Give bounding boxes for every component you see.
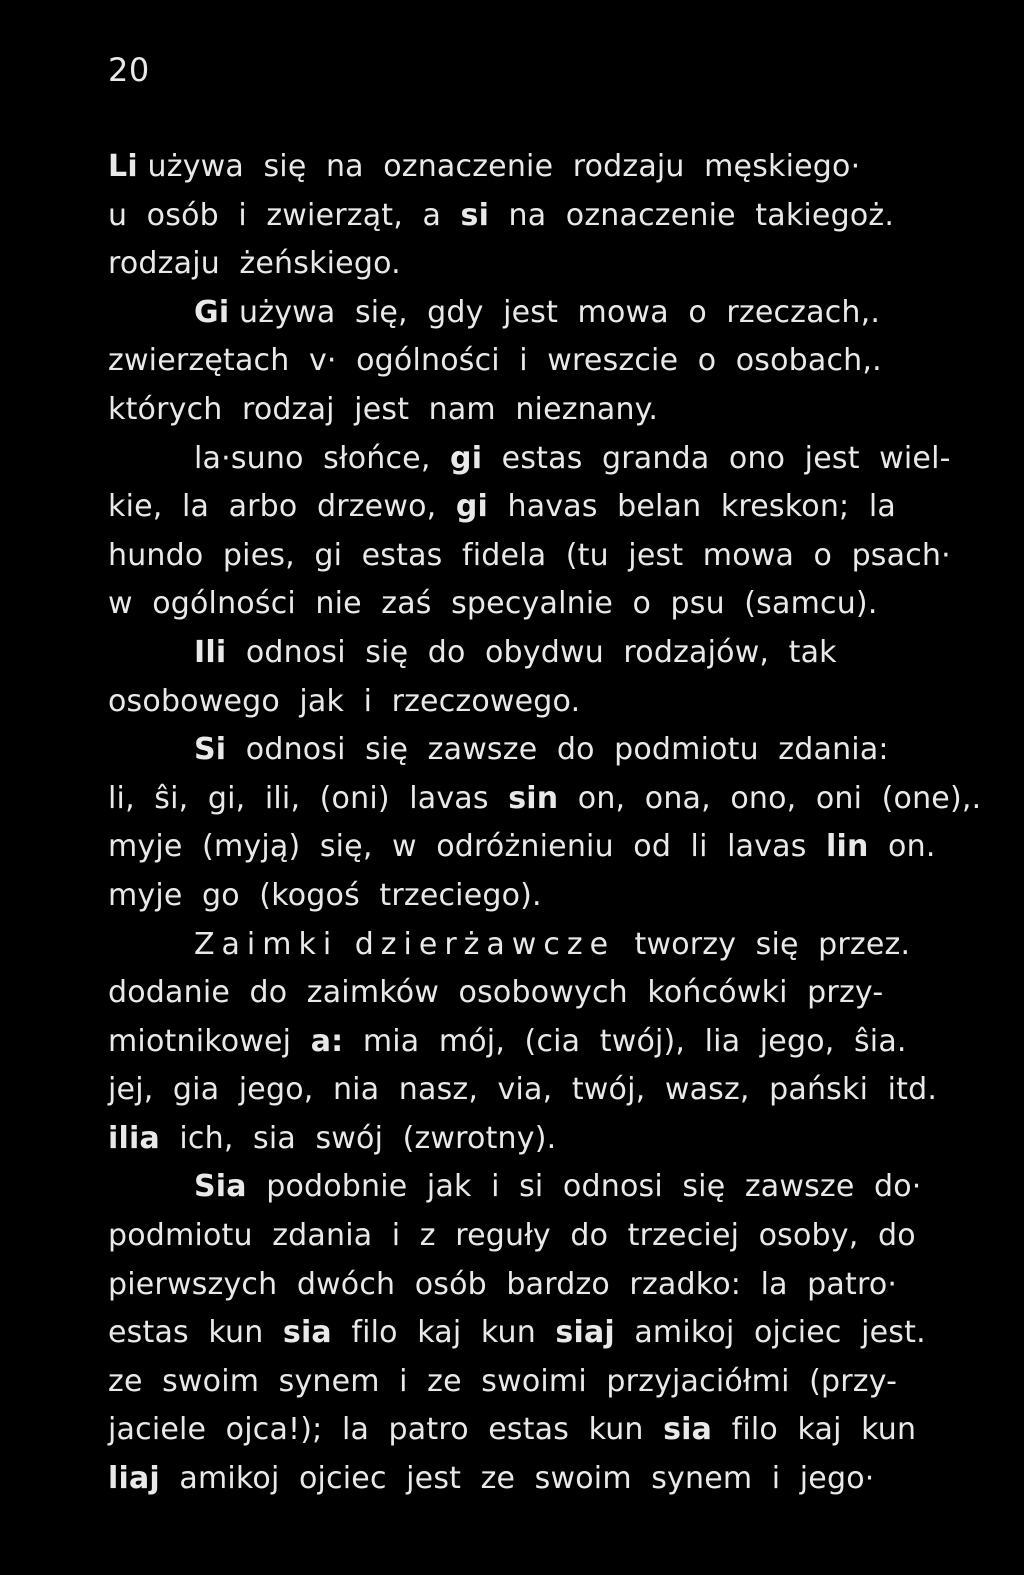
text-segment: tworzy się przez.	[615, 926, 911, 962]
text-segment: myje go (kogoś trzeciego).	[108, 877, 542, 913]
text-segment: podmiotu zdania i z reguły do trzeciej osoby, do	[108, 1218, 916, 1254]
text-segment: których rodzaj jest nam nieznany.	[108, 391, 659, 427]
text-line	[108, 192, 968, 241]
text-segment: pierwszych dwóch osób bardzo rzadko: la patro·	[108, 1266, 898, 1302]
text-line	[108, 435, 968, 484]
bold-term: sia	[663, 1412, 713, 1448]
text-segment: on, ona, ono, oni (one),.	[558, 780, 982, 816]
text-line	[108, 678, 968, 727]
text-segment: estas granda ono jest wiel-	[482, 440, 951, 476]
text-segment: filo kaj kun	[712, 1412, 917, 1448]
text-line	[108, 921, 968, 970]
text-segment: myje (myją) się, w odróżnieniu od li lavas	[108, 829, 827, 865]
body-text	[108, 143, 982, 1504]
text-line	[108, 532, 968, 581]
text-line	[108, 1163, 968, 1212]
text-line	[108, 872, 968, 921]
text-segment: dodanie do zaimków osobowych końcówki przy-	[108, 975, 884, 1011]
spaced-heading: Zaimki dzierżawcze	[194, 926, 616, 962]
text-line	[108, 386, 968, 435]
text-segment: filo kaj kun	[331, 1315, 556, 1351]
text-segment: on.	[868, 829, 936, 865]
text-segment: mia mój, (cia twój), lia jego, ŝia.	[343, 1023, 907, 1059]
text-segment: jej, gia jego, nia nasz, via, twój, wasz, pański itd.	[108, 1072, 938, 1108]
text-segment: miotnikowej	[108, 1023, 311, 1059]
text-line	[108, 1406, 968, 1455]
bold-term: Sia	[194, 1169, 247, 1205]
text-segment: estas kun	[108, 1315, 283, 1351]
text-line	[108, 143, 968, 192]
bold-term: gi	[455, 489, 489, 525]
text-line	[108, 969, 968, 1018]
text-line	[108, 1309, 968, 1358]
text-segment: odnosi się zawsze do podmiotu zdania:	[226, 732, 889, 768]
text-line	[108, 775, 982, 824]
bold-term: Si	[194, 732, 227, 768]
text-segment: ze swoim synem i ze swoimi przyjaciółmi (przy-	[108, 1363, 898, 1399]
text-segment: używa się na oznaczenie rodzaju męskiego·	[137, 149, 861, 184]
page-number: 20	[108, 51, 150, 89]
bold-term: lin	[826, 829, 869, 865]
text-line	[108, 1212, 968, 1261]
text-segment: kie, la arbo drzewo,	[108, 489, 456, 525]
text-line	[108, 337, 968, 386]
bold-term: liaj	[108, 1461, 160, 1497]
text-segment: używa się, gdy jest mowa o rzeczach,.	[229, 294, 881, 330]
bold-term: sin	[508, 780, 559, 816]
text-line	[108, 823, 968, 872]
text-segment: w ogólności nie zaś specyalnie o psu (samcu).	[108, 586, 878, 622]
text-segment: na oznaczenie takiegoż.	[489, 197, 895, 233]
text-line	[108, 1261, 968, 1310]
text-segment: ich, sia swój (zwrotny).	[159, 1120, 557, 1156]
text-segment: zwierzętach v· ogólności i wreszcie o osobach,.	[108, 343, 882, 379]
bold-term: sia	[282, 1315, 332, 1351]
bold-term: si	[460, 197, 490, 233]
text-line	[108, 1455, 968, 1504]
text-line	[108, 483, 968, 532]
text-line	[108, 1066, 968, 1115]
text-segment: odnosi się do obydwu rodzajów, tak	[226, 634, 837, 670]
text-line	[108, 1018, 968, 1067]
text-line	[108, 580, 968, 629]
text-line	[108, 289, 968, 338]
text-segment: podobnie jak i si odnosi się zawsze do·	[246, 1169, 922, 1205]
bold-term: ilia	[108, 1120, 160, 1156]
text-segment: li, ŝi, gi, ili, (oni) lavas	[108, 780, 509, 816]
text-segment: hundo pies, gi estas fidela (tu jest mowa o psach·	[108, 537, 951, 573]
text-segment: havas belan kreskon; la	[488, 489, 896, 525]
text-line	[108, 629, 968, 678]
text-segment: jaciele ojca!); la patro estas kun	[108, 1412, 664, 1448]
bold-term: a:	[310, 1023, 344, 1059]
text-line	[108, 1358, 968, 1407]
bold-term: Li	[108, 149, 138, 184]
text-segment: la·suno słońce,	[194, 440, 451, 476]
text-line	[108, 240, 968, 289]
bold-term: siaj	[555, 1315, 615, 1351]
bold-term: Ili	[194, 634, 227, 670]
text-segment: rodzaju żeńskiego.	[108, 246, 401, 282]
text-line	[108, 726, 968, 775]
bold-term: gi	[450, 440, 483, 476]
text-segment: u osób i zwierząt, a	[108, 197, 461, 233]
text-line	[108, 1115, 968, 1164]
text-segment: amikoj ojciec jest.	[614, 1315, 926, 1351]
bold-term: Gi	[194, 294, 230, 330]
text-segment: amikoj ojciec jest ze swoim synem i jego·	[159, 1461, 875, 1497]
text-segment: osobowego jak i rzeczowego.	[108, 683, 581, 719]
